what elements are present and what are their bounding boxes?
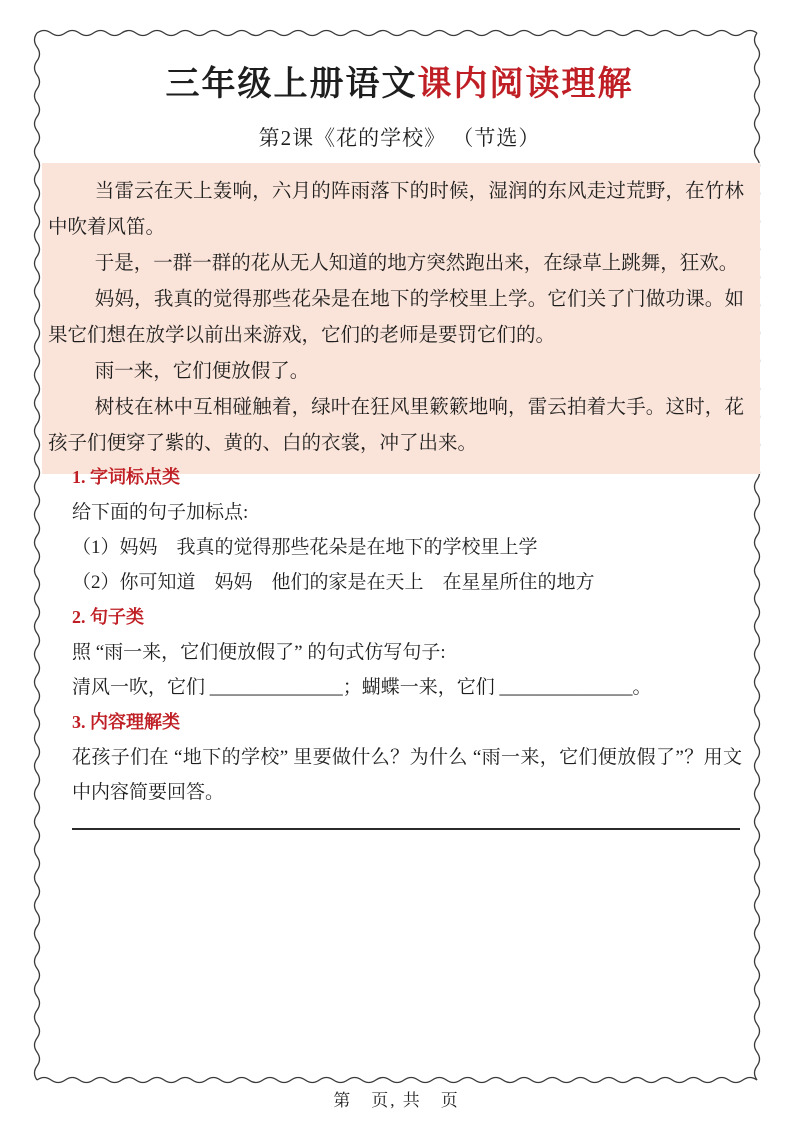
passage-paragraph: 于是，一群一群的花从无人知道的地方突然跑出来，在绿草上跳舞，狂欢。 (94, 253, 739, 274)
section-2-instruction: 照 “雨一来，它们便放假了” 的句式仿写句子: (72, 642, 446, 663)
section-1-item-1: （1）妈妈 我真的觉得那些花朵是在地下的学校里上学 (72, 537, 538, 558)
section-1-item-2: （2）你可知道 妈妈 他们的家是在天上 在星星所住的地方 (72, 572, 595, 593)
page-title (42, 56, 757, 105)
passage-paragraph: 妈妈，我真的觉得那些花朵是在地下的学校里上学。它们关了门做功课。如果它们想在放学以前出来游戏，它们的老师是要罚它们的。 (48, 289, 744, 346)
answer-blank-line (72, 828, 740, 830)
section-2-fill-in-blanks: 清风一吹，它们 ______________；蝴蝶一来，它们 ______________。 (72, 677, 652, 698)
section-3-question: 花孩子们在 “地下的学校” 里要做什么？为什么 “雨一来，它们便放假了”？用文中内容简要回答。 (72, 747, 742, 803)
page-title-red-part: 课内阅读理解 (417, 66, 634, 103)
passage-paragraph: 当雷云在天上轰响，六月的阵雨落下的时候，湿润的东风走过荒野，在竹林中吹着风笛。 (48, 181, 744, 238)
page-title-black-part: 三年级上册语文 (165, 66, 418, 103)
passage-box (42, 163, 760, 474)
lesson-subtitle: 第2课《花的学校》 （节选） (258, 126, 541, 150)
section-1-instruction: 给下面的句子加标点: (72, 502, 249, 523)
section-2-heading: 2. 句子类 (72, 607, 144, 627)
passage-paragraph: 树枝在林中互相碰触着，绿叶在狂风里簌簌地响，雷云拍着大手。这时，花孩子们便穿了紫的、黄的、白的衣裳，冲了出来。 (48, 397, 744, 454)
questions-area (72, 460, 742, 810)
passage-paragraph: 雨一来，它们便放假了。 (94, 361, 310, 382)
page-number-footer: 第 页, 共 页 (333, 1091, 460, 1110)
section-1-heading: 1. 字词标点类 (72, 467, 180, 487)
section-3-heading: 3. 内容理解类 (72, 712, 180, 732)
